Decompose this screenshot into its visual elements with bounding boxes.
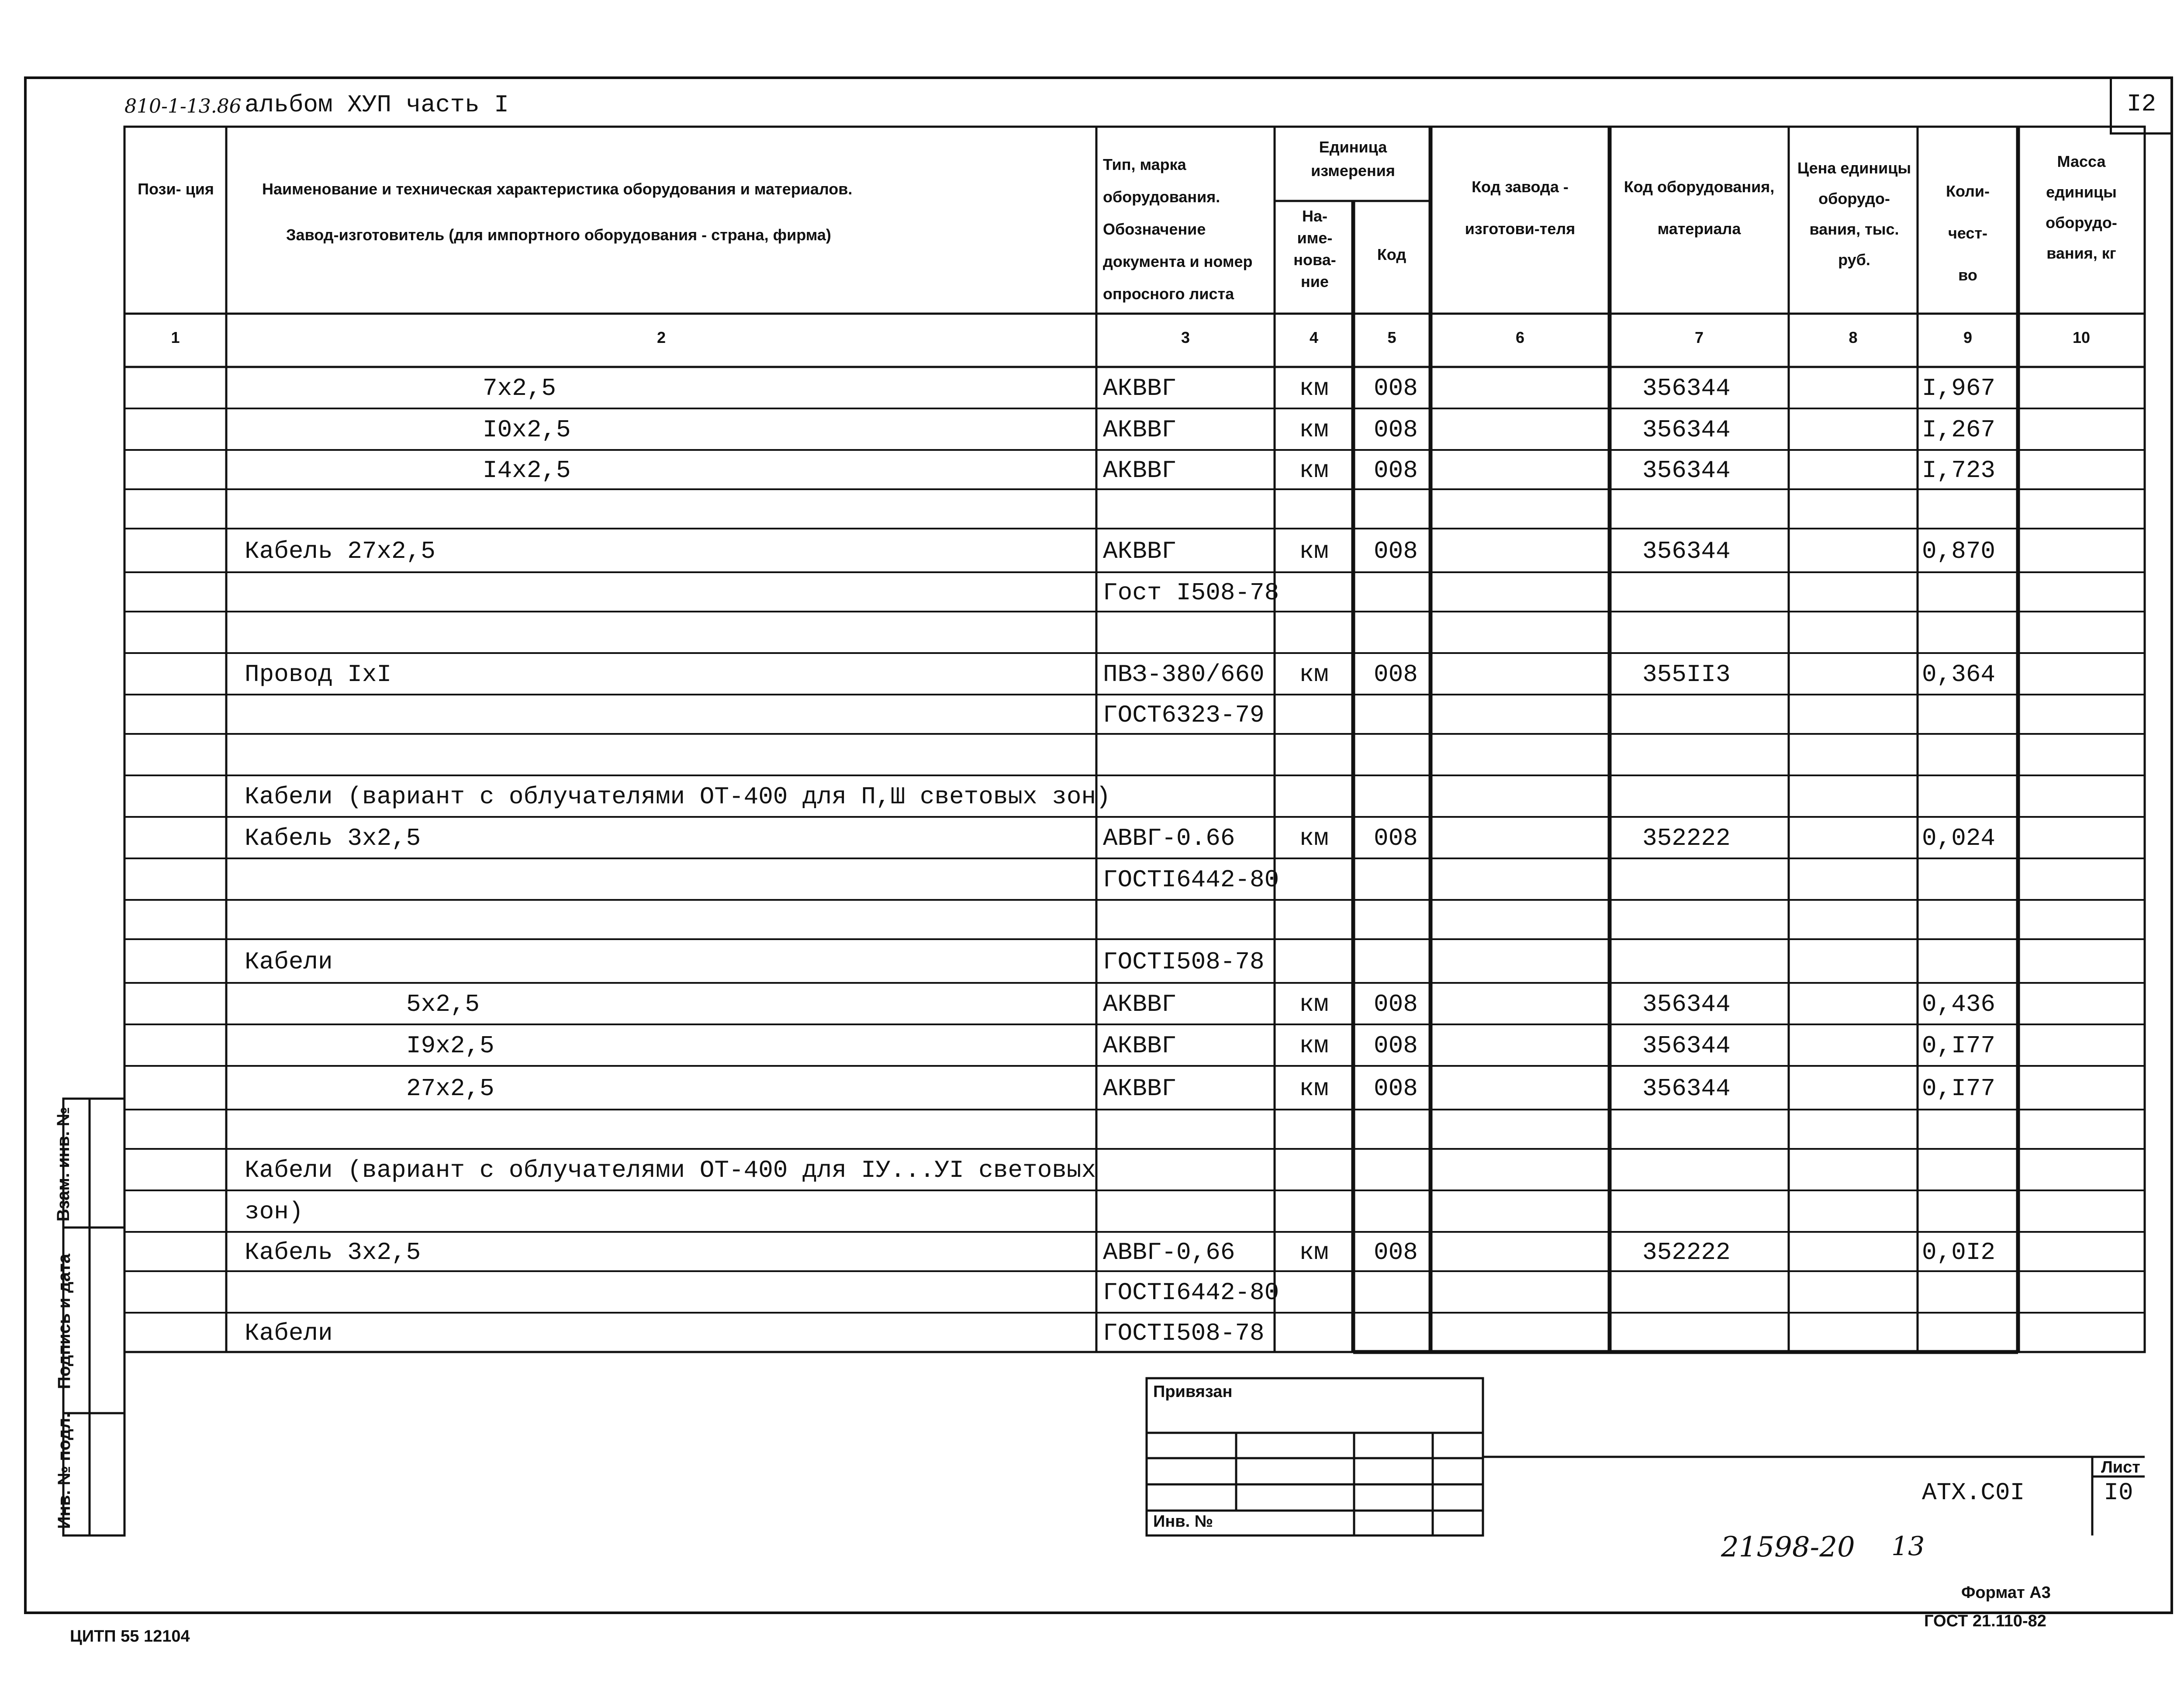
row-type: ГОСТI508-78 (1103, 948, 1265, 976)
header-quantity: Коли- чест- во (1946, 182, 1990, 284)
row-unit (1275, 1150, 1353, 1191)
row-type: АКВВГ (1103, 537, 1177, 565)
row-equipment-code: 352222 (1642, 824, 1731, 852)
row-unit: км (1299, 1238, 1329, 1266)
row-equipment-code: 356344 (1642, 1032, 1731, 1060)
row-unit: км (1299, 660, 1329, 688)
row-name: Кабель 3х2,5 (245, 824, 421, 852)
header-unit-code: Код (1377, 246, 1406, 263)
row-unit-code: 008 (1374, 1238, 1418, 1266)
column-number: 6 (1515, 329, 1525, 346)
row-unit-code: 008 (1374, 416, 1418, 444)
column-number: 7 (1694, 329, 1704, 346)
row-type (1103, 735, 1273, 776)
row-name: I0х2,5 (483, 416, 571, 444)
side-label-podpis-data: Подпись и дата (55, 1254, 74, 1389)
row-unit-code: 008 (1374, 660, 1418, 688)
row-type (1103, 1150, 1273, 1191)
row-unit-code: 008 (1374, 456, 1418, 484)
row-quantity: 0,870 (1922, 537, 1996, 565)
row-equipment-code: 355II3 (1642, 660, 1731, 688)
row-unit: км (1299, 824, 1329, 852)
row-unit: км (1299, 456, 1329, 484)
row-name: 27х2,5 (406, 1075, 494, 1103)
row-type (1103, 1110, 1273, 1150)
row-unit-code: 008 (1374, 990, 1418, 1018)
row-unit: км (1299, 990, 1329, 1018)
row-type (1103, 490, 1273, 529)
column-number: 4 (1309, 329, 1319, 346)
row-quantity: I,267 (1922, 416, 1996, 444)
row-name: I4х2,5 (483, 456, 571, 484)
row-unit-code: 008 (1374, 374, 1418, 402)
header-type: Тип, марка оборудования. Обозначение документа и номер опросного листа (1103, 156, 1253, 303)
row-type (1103, 776, 1273, 818)
row-type: АВВГ-0.66 (1103, 824, 1235, 852)
column-number: 10 (2072, 329, 2091, 346)
format-label: Формат А3 (1961, 1584, 2051, 1602)
row-name: Кабель 3х2,5 (245, 1238, 421, 1266)
header-unit-name: На- име- нова- ние (1293, 207, 1336, 290)
row-name: Кабели (245, 948, 333, 976)
row-unit-code: 008 (1374, 537, 1418, 565)
stamp-inv-no: Инв. № (1153, 1512, 1213, 1531)
row-type: АВВГ-0,66 (1103, 1238, 1235, 1266)
row-unit (1275, 1272, 1353, 1314)
column-number: 1 (171, 329, 180, 346)
row-unit: км (1299, 1032, 1329, 1060)
row-type (1103, 612, 1273, 654)
row-equipment-code: 356344 (1642, 537, 1731, 565)
row-name: 5х2,5 (406, 990, 480, 1018)
row-unit (1275, 940, 1353, 984)
column-number: 2 (657, 329, 666, 346)
row-unit (1275, 1314, 1353, 1353)
row-name: 7х2,5 (483, 374, 556, 402)
row-unit (1275, 1191, 1353, 1233)
stamp-privyazan: Привязан (1153, 1383, 1233, 1401)
header-manufacturer-code: Код завода - изготови-теля (1465, 178, 1576, 238)
row-quantity: 0,024 (1922, 824, 1996, 852)
side-label-inv-podl: Инв. № подл. (55, 1413, 74, 1529)
row-unit (1275, 901, 1353, 940)
row-type: ПВЗ-380/660 (1103, 660, 1265, 688)
row-equipment-code: 356344 (1642, 374, 1731, 402)
row-name: I9х2,5 (406, 1032, 494, 1060)
handwritten-reference: 810-1-13.86 (124, 95, 242, 118)
column-number: 5 (1387, 329, 1396, 346)
column-number: 9 (1963, 329, 1973, 346)
row-quantity: 0,I77 (1922, 1032, 1996, 1060)
row-unit (1275, 573, 1353, 612)
row-unit-code: 008 (1374, 1032, 1418, 1060)
row-type: АКВВГ (1103, 416, 1177, 444)
row-type: ГОСТI6442-80 (1103, 1279, 1279, 1307)
row-quantity: I,967 (1922, 374, 1996, 402)
row-unit (1275, 612, 1353, 654)
header-equipment-code: Код оборудования, материала (1624, 178, 1775, 238)
row-unit (1275, 859, 1353, 901)
row-type: ГОСТ6323-79 (1103, 701, 1265, 729)
sheet-number: I2 (2110, 78, 2171, 135)
column-number: 8 (1849, 329, 1858, 346)
row-unit: км (1299, 374, 1329, 402)
row-type: АКВВГ (1103, 1032, 1177, 1060)
column-number: 3 (1181, 329, 1190, 346)
row-type (1103, 901, 1273, 940)
header-price: Цена единицы оборудо-вания, тыс. руб. (1797, 159, 1911, 269)
stamp-list-label: Лист (2101, 1458, 2140, 1477)
row-unit: км (1299, 537, 1329, 565)
header-mass: Масса единицы оборудо-вания, кг (2046, 152, 2117, 262)
row-type: АКВВГ (1103, 374, 1177, 402)
handwritten-page: 13 (1891, 1531, 1925, 1562)
row-equipment-code: 352222 (1642, 1238, 1731, 1266)
row-equipment-code: 356344 (1642, 1075, 1731, 1103)
row-type: АКВВГ (1103, 990, 1177, 1018)
row-unit (1275, 490, 1353, 529)
album-title: альбом ХУП часть I (245, 91, 509, 119)
row-quantity: 0,I77 (1922, 1075, 1996, 1103)
row-quantity: 0,0I2 (1922, 1238, 1996, 1266)
row-type: АКВВГ (1103, 456, 1177, 484)
row-equipment-code: 356344 (1642, 990, 1731, 1018)
header-position: Пози- ция (138, 180, 214, 198)
row-type: Гост I508-78 (1103, 579, 1279, 607)
row-name: Кабели (245, 1319, 333, 1347)
row-name: Кабели (вариант с облучателями ОТ-400 для П,Ш световых зон) (245, 783, 1111, 811)
row-unit-code: 008 (1374, 824, 1418, 852)
gost-label: ГОСТ 21.110-82 (1924, 1612, 2046, 1630)
row-equipment-code: 356344 (1642, 456, 1731, 484)
row-unit: км (1299, 416, 1329, 444)
row-unit (1275, 695, 1353, 735)
row-type: ГОСТI6442-80 (1103, 866, 1279, 894)
stamp-designation: АТХ.С0I (1922, 1479, 2025, 1507)
row-equipment-code: 356344 (1642, 416, 1731, 444)
header-name-line2: Завод-изготовитель (для импортного оборудования - страна, фирма) (286, 226, 831, 244)
row-quantity: 0,364 (1922, 660, 1996, 688)
row-type: ГОСТI508-78 (1103, 1319, 1265, 1347)
handwritten-number: 21598-20 (1721, 1531, 1855, 1563)
header-name-line1: Наименование и техническая характеристика оборудования и материалов. (262, 180, 853, 198)
printer-code: ЦИТП 55 12104 (70, 1627, 190, 1646)
row-unit (1275, 735, 1353, 776)
side-label-vzam-inv: Взам. инв. № (54, 1107, 73, 1222)
row-unit (1275, 1110, 1353, 1150)
row-unit: км (1299, 1075, 1329, 1103)
row-type: АКВВГ (1103, 1075, 1177, 1103)
row-name: Кабели (вариант с облучателями ОТ-400 для IУ...УI световых (245, 1156, 1096, 1184)
header-unit-group: Единица измерения (1311, 138, 1395, 180)
stamp-list-number: I0 (2104, 1479, 2133, 1507)
row-quantity: 0,436 (1922, 990, 1996, 1018)
row-quantity: I,723 (1922, 456, 1996, 484)
row-name: Провод IхI (245, 660, 392, 688)
row-name: зон) (245, 1198, 304, 1226)
row-unit-code: 008 (1374, 1075, 1418, 1103)
row-unit (1275, 776, 1353, 818)
row-type (1103, 1191, 1273, 1233)
row-name: Кабель 27х2,5 (245, 537, 435, 565)
